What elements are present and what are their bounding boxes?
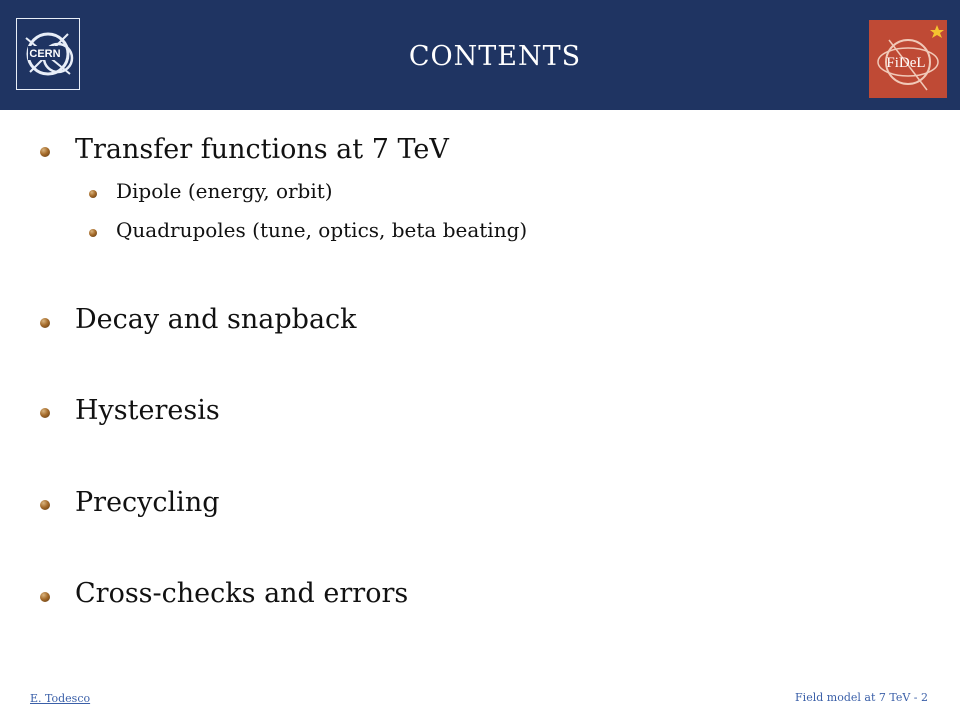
author-link[interactable]: E. Todesco — [30, 692, 91, 705]
sub-bullet-dot-icon — [89, 229, 97, 237]
sub-bullet-item: Quadrupoles (tune, optics, beta beating) — [116, 218, 528, 242]
bullet-dot-icon — [40, 592, 50, 602]
bullet-dot-icon — [40, 318, 50, 328]
bullet-dot-icon — [40, 147, 50, 157]
sub-bullet-dot-icon — [89, 190, 97, 198]
header-bar — [0, 0, 960, 110]
bullet-item: Transfer functions at 7 TeV — [75, 134, 449, 165]
bullet-item: Cross-checks and errors — [75, 578, 409, 609]
slide-title: contents — [408, 30, 582, 74]
cern-logo-text: CERN — [29, 48, 61, 60]
bullet-dot-icon — [40, 408, 50, 418]
bullet-item: Precycling — [75, 487, 220, 518]
bullet-item: Hysteresis — [75, 395, 220, 426]
sub-bullet-item: Dipole (energy, orbit) — [116, 179, 333, 203]
page-label: Field model at 7 TeV - 2 — [795, 691, 928, 704]
bullet-dot-icon — [40, 500, 50, 510]
fidel-logo-icon — [869, 20, 947, 98]
bullet-item: Decay and snapback — [75, 304, 357, 335]
fidel-logo-text: FiDeL — [886, 55, 926, 71]
